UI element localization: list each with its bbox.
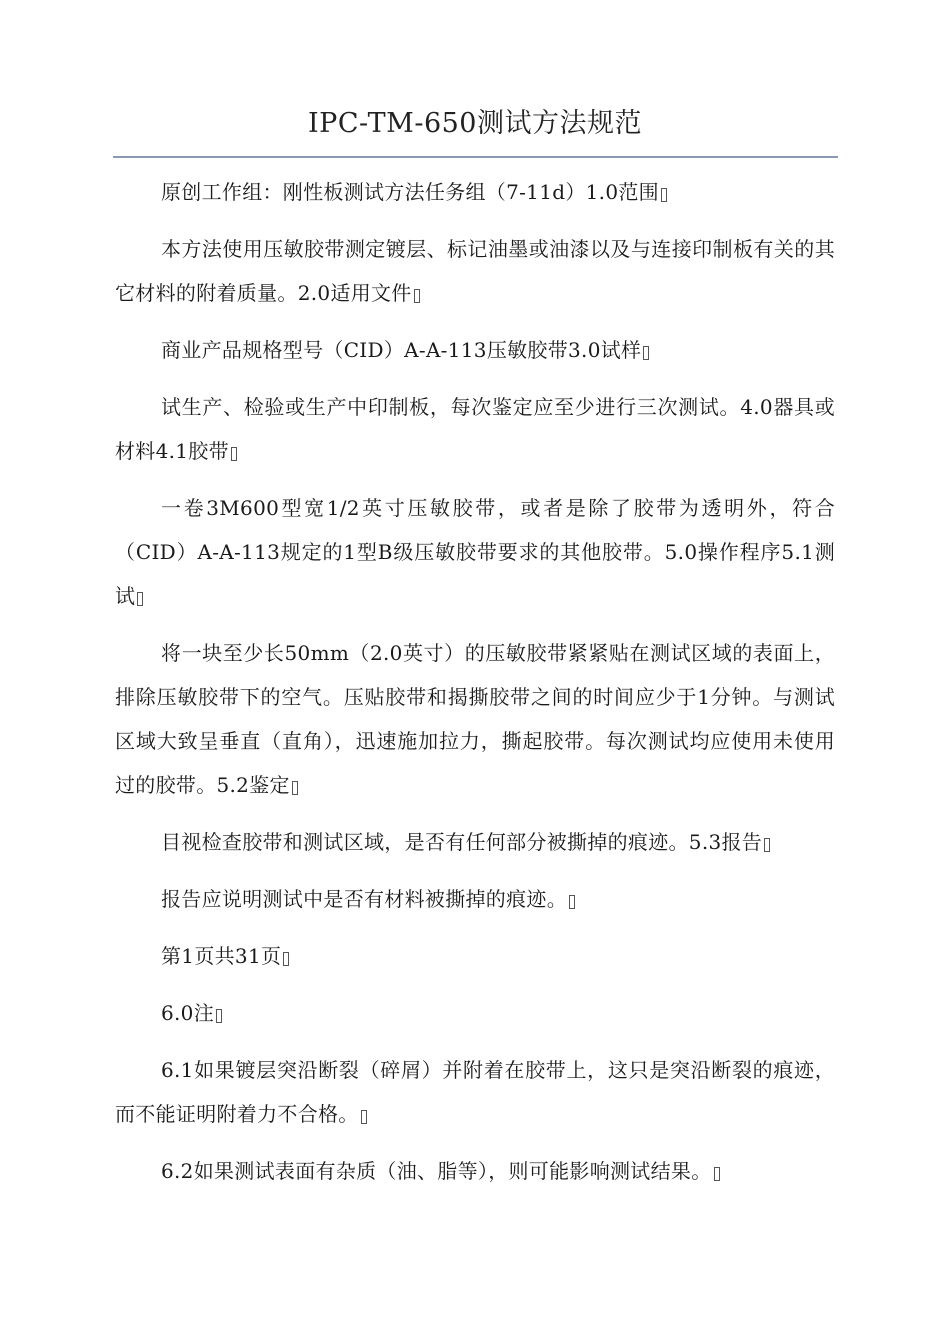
title-divider xyxy=(113,156,838,158)
paragraph: 6.1如果镀层突沿断裂（碎屑）并附着在胶带上，这只是突沿断裂的痕迹，而不能证明附着力不合格。 xyxy=(115,1058,835,1126)
paragraph-mark-icon xyxy=(643,346,649,360)
document-body xyxy=(115,170,835,1206)
paragraph-mark-icon xyxy=(714,1167,720,1181)
paragraph-mark-icon xyxy=(292,781,298,795)
paragraph: 报告应说明测试中是否有材料被撕掉的痕迹。 xyxy=(115,877,835,921)
paragraph-mark-icon xyxy=(137,592,143,606)
paragraph: 试生产、检验或生产中印制板，每次鉴定应至少进行三次测试。4.0器具或材料4.1胶带 xyxy=(115,395,835,463)
section-heading: 6.0注 xyxy=(115,991,835,1035)
paragraph-mark-icon xyxy=(216,1009,222,1023)
paragraph: 商业产品规格型号（CID）A-A-113压敏胶带3.0试样 xyxy=(115,328,835,372)
paragraph-mark-icon xyxy=(661,188,667,202)
paragraph: 将一块至少长50mm（2.0英寸）的压敏胶带紧紧贴在测试区域的表面上，排除压敏胶带下的空气。压贴胶带和揭撕胶带之间的时间应少于1分钟。与测试区域大致呈垂直（直角），迅速施加拉力，撕起胶带。每次测试均应使用未使用过的胶带。5.2鉴定 xyxy=(115,641,835,797)
paragraph-mark-icon xyxy=(414,289,420,303)
page-count: 第1页共31页 xyxy=(115,934,835,978)
paragraph: 本方法使用压敏胶带测定镀层、标记油墨或油漆以及与连接印制板有关的其它材料的附着质量。2.0适用文件 xyxy=(115,237,835,305)
paragraph-mark-icon xyxy=(283,952,289,966)
paragraph-mark-icon xyxy=(569,895,575,909)
paragraph: 一卷3M600型宽1/2英寸压敏胶带，或者是除了胶带为透明外，符合（CID）A-A-113规定的1型B级压敏胶带要求的其他胶带。5.0操作程序5.1测试 xyxy=(115,496,835,608)
paragraph: 原创工作组：刚性板测试方法任务组（7-11d）1.0范围 xyxy=(115,170,835,214)
paragraph-mark-icon xyxy=(361,1110,367,1124)
paragraph: 目视检查胶带和测试区域，是否有任何部分被撕掉的痕迹。5.3报告 xyxy=(115,820,835,864)
document-title: IPC-TM-650测试方法规范 xyxy=(308,108,642,139)
paragraph-mark-icon xyxy=(231,447,237,461)
paragraph: 6.2如果测试表面有杂质（油、脂等），则可能影响测试结果。 xyxy=(115,1149,835,1193)
paragraph-mark-icon xyxy=(764,838,770,852)
